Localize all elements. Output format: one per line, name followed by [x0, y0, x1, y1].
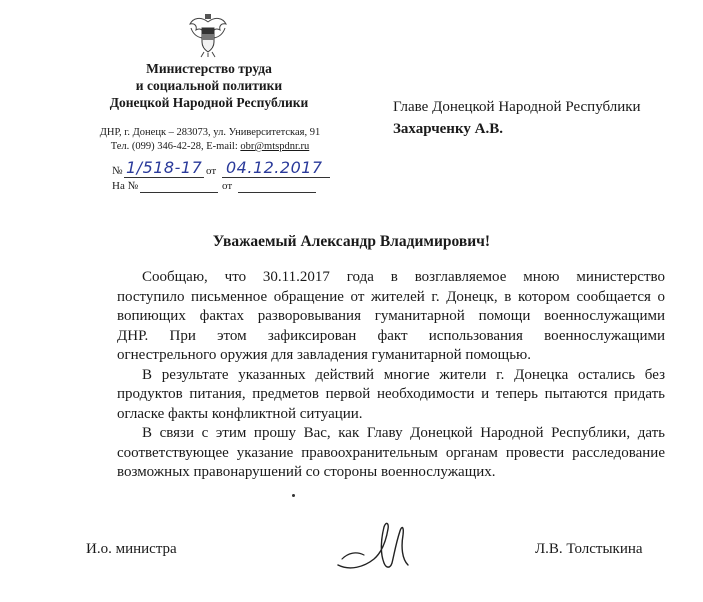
address-line: ДНР, г. Донецк – 283073, ул. Университетская, 91: [99, 127, 321, 138]
signatory-name: Л.В. Толстыкина: [535, 541, 643, 557]
incoming-reference-line: [112, 180, 342, 194]
signatory-title: И.о. министра: [86, 541, 177, 557]
contact-line: [80, 140, 340, 154]
body-line: Сообщаю, что 30.11.2017 года в возглавляемое мною министерство: [142, 269, 665, 285]
date-underline: [222, 177, 330, 178]
body-line: огласке факты конфликтной ситуации.: [117, 405, 363, 422]
number-prefix: №: [112, 165, 123, 177]
registration-number-line: [112, 160, 342, 178]
on-from-label: от: [222, 180, 233, 192]
body-line: ДНР. При этом зафиксирован факт использования военнослужащими: [117, 327, 665, 344]
body-line: соответствующее указание правоохранительным органам провести расследование: [117, 444, 665, 461]
number-underline: [124, 177, 204, 178]
ministry-line: Донецкой Народной Республики: [109, 95, 309, 110]
body-line: В результате указанных действий многие жители г. Донецка остались без: [142, 366, 665, 383]
body-line: поступило письменное обращение от жителей г. Донецк, в котором сообщается о: [117, 288, 665, 305]
body-line: вопиющих фактах разворовывания гуманитарной помощи военнослужащими: [117, 308, 665, 324]
handwritten-signature-icon: [330, 515, 420, 575]
ink-dot: [292, 494, 295, 497]
ministry-line: Министерство труда: [146, 61, 272, 76]
body-line: В связи с этим прошу Вас, как Главу Донецкой Народной Республики, дать: [142, 425, 665, 441]
on-number-label: На №: [112, 180, 139, 192]
from-label: от: [206, 165, 217, 177]
salutation: Уважаемый Александр Владимирович!: [212, 233, 491, 250]
coat-of-arms-emblem-icon: [187, 12, 229, 58]
addressee-block: [393, 96, 683, 140]
handwritten-outgoing-number: 1/518-17: [126, 158, 203, 177]
body-line: возможных правонарушений со стороны военнослужащих.: [117, 464, 496, 480]
body-line: продуктов питания, предметов первой необходимости и теперь пытаются придать: [117, 386, 665, 402]
phone-text: Тел. (099) 346-42-28, E-mail:: [110, 141, 241, 152]
email-link[interactable]: obr@mtspdnr.ru: [240, 141, 310, 152]
handwritten-outgoing-date: 04.12.2017: [226, 158, 323, 177]
body-line: огнестрельного оружия для завладения гуманитарной помощью.: [117, 347, 532, 363]
on-date-blank: [238, 192, 316, 193]
addressee-name: Захарченку А.В.: [393, 121, 503, 137]
ministry-line: и социальной политики: [135, 78, 283, 93]
ministry-address: [80, 126, 340, 154]
ministry-name: [95, 60, 323, 111]
addressee-position: Главе Донецкой Народной Республики: [393, 99, 641, 115]
on-number-blank: [140, 192, 218, 193]
letter-body: [117, 268, 665, 483]
